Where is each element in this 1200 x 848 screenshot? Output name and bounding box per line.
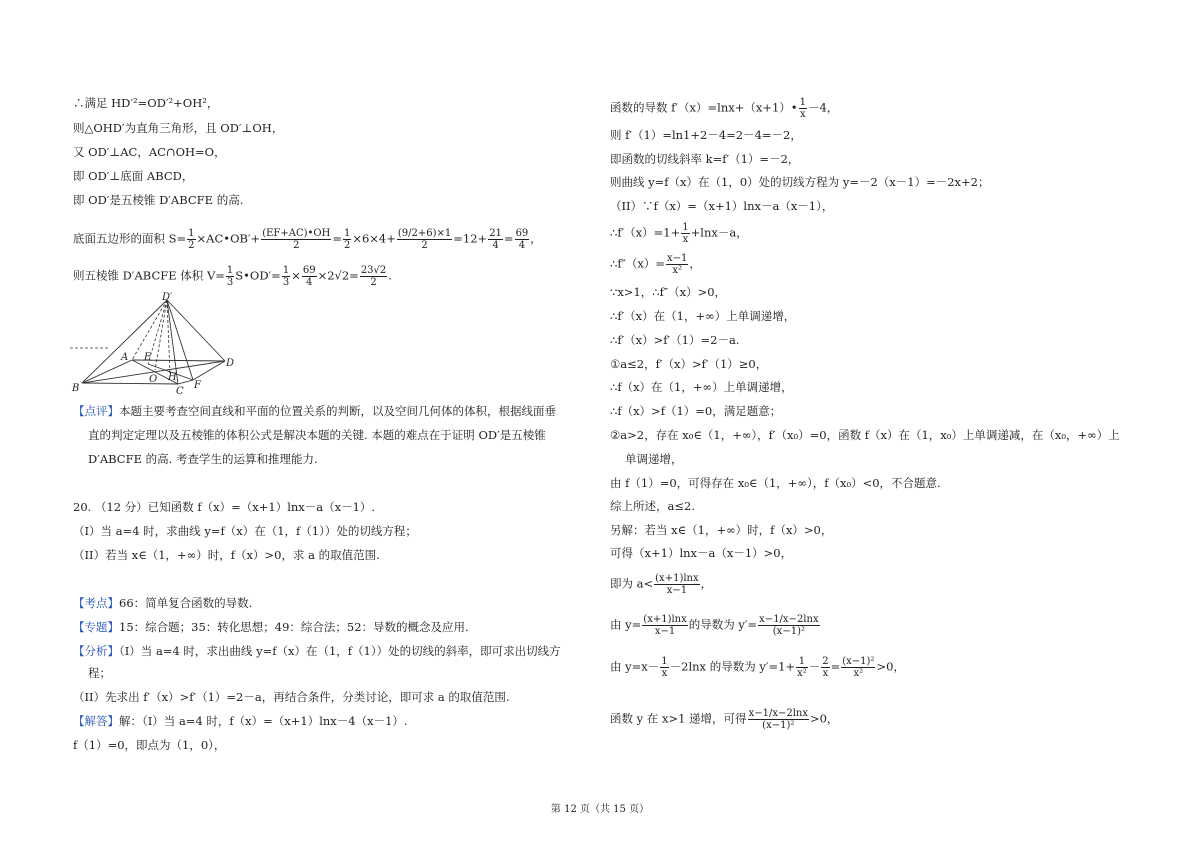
text-line: ②a>2，存在 x₀∈（1，+∞），f′（x₀）=0，函数 f（x）在（1，x₀）上单调递减，在（x₀，+∞）上 (610, 428, 1120, 442)
label-F: F (194, 380, 201, 391)
text-line: 由 y= $\frac{(x+1)\ln x}{x-1}$ 的导数为 y′= $\frac{x-1/x-2\ln x}{\text{(x−1)²}}$ (610, 614, 819, 637)
label-D-prime: D′ (162, 292, 173, 303)
page-footer: 第 12 页（共 15 页） (550, 804, 650, 815)
text-line: 可得（x+1）lnx－a（x－1）>0， (610, 546, 793, 560)
text-line: ∴f′（x）>f′（1）=2－a. (610, 333, 740, 347)
label-O: O (149, 374, 158, 385)
zhuanti-line: 【专题】15：综合题；35：转化思想；49：综合法；52：导数的概念及应用. (73, 620, 469, 634)
fenxi-line: 【分析】（I）当 a=4 时，求出曲线 y=f（x）在（1，f（1））处的切线的斜率，即可求出切线方 (73, 644, 561, 658)
text-line: ∴f″（x）= $\frac{x-1}{\text{x²}}$ ， (610, 253, 701, 276)
kaodian-line: 【考点】66：简单复合函数的导数. (73, 596, 253, 610)
text-line: 由 f（1）=0，可得存在 x₀∈（1，+∞），f（x₀）<0，不合题意. (610, 476, 941, 490)
text-line: ∵x>1，∴f″（x）>0， (610, 285, 727, 299)
text-line: 函数 y 在 x>1 递增，可得 $\frac{x-1/x-2\ln x}{\text{(x−1)²}}$ >0， (610, 708, 839, 731)
pyramid-figure (70, 290, 250, 395)
text-line: 函数的导数 f′（x）=lnx+（x+1）• $\frac{1}{x}$ －4， (610, 97, 839, 120)
text-line: （II）∵f（x）=（x+1）lnx－a（x－1）， (610, 199, 834, 213)
question-part-1: （I）当 a=4 时，求曲线 y=f（x）在（1，f（1））处的切线方程； (73, 524, 417, 538)
text-line: 又 OD′⊥AC，AC∩OH=O， (73, 145, 226, 159)
text-line: ∴f（x）>f（1）=0，满足题意； (610, 404, 782, 418)
text-line: 由 y=x－ $\frac{1}{x}$ －2lnx 的导数为 y′=1+ $\frac{1}{\text{x²}}$ － $\frac{2}{x}$ = $\frac{\text{(x−1)²}}{\text{x²}}$ >0， (610, 656, 905, 679)
text-line: 综上所述，a≤2. (610, 499, 695, 513)
text-line: 即函数的切线斜率 k=f′（1）=－2， (610, 152, 800, 166)
text-line: 则 f′（1）=ln1+2－4=2－4=－2， (610, 128, 802, 142)
jieda-line: f（1）=0，即点为（1，0）， (73, 738, 226, 752)
label-A: A (121, 352, 129, 363)
volume-formula: 则五棱锥 D′ABCFE 体积 V= $\frac{1}{3}$ S•OD′= $\frac{1}{3}$ × $\frac{69}{4}$ ×2√2= $\frac{23√2}{2}$ . (73, 265, 392, 288)
text-line: 单调递增， (625, 452, 683, 466)
question-20: 20. （12 分）已知函数 f（x）=（x+1）lnx－a（x－1）. (73, 500, 376, 514)
text-line: ①a≤2，f′（x）>f′（1）≥0， (610, 357, 768, 371)
text-line: ∴满足 HD′²=OD′²+OH²， (73, 96, 219, 110)
fenxi-line: 程； (88, 666, 111, 680)
text-line: 即 OD′是五棱锥 D′ABCFE 的高. (73, 193, 244, 207)
text-line: ∴f（x）在（1，+∞）上单调递增， (610, 380, 793, 394)
review-line: 直的判定定理以及五棱锥的体积公式是解决本题的关键. 本题的难点在于证明 OD′是五棱锥 (88, 428, 546, 442)
area-formula: 底面五边形的面积 S= $\frac{1}{2}$ ×AC•OB′+ $\frac{(EF+AC)•OH}{2}$ = $\frac{1}{2}$ ×6×4+ $\frac{(9/2+6)\times 1}{2}$ =12+ $\frac{21}{4}$ = $\frac{69}{4}$ ， (73, 228, 542, 251)
review-line: D′ABCFE 的高. 考查学生的运算和推理能力. (88, 452, 318, 466)
question-part-2: （II）若当 x∈（1，+∞）时，f（x）>0，求 a 的取值范围. (73, 548, 380, 562)
text-line: 即为 a< $\frac{(x+1)\ln x}{x-1}$ ， (610, 573, 713, 596)
label-D: D (226, 358, 235, 369)
text-line: 另解：若当 x∈（1，+∞）时，f（x）>0， (610, 523, 833, 537)
text-line: 则曲线 y=f（x）在（1，0）处的切线方程为 y=－2（x－1）=－2x+2； (610, 175, 990, 189)
text-line: 即 OD′⊥底面 ABCD， (73, 169, 194, 183)
fenxi-line: （II）先求出 f′（x）>f′（1）=2－a，再结合条件，分类讨论，即可求 a 的取值范围. (73, 690, 510, 704)
text-line: ∴f′（x）在（1，+∞）上单调递增， (610, 309, 796, 323)
review-line: 【点评】本题主要考查空间直线和平面的位置关系的判断，以及空间几何体的体积，根据线面垂 (73, 404, 556, 418)
jieda-line: 【解答】解：（I）当 a=4 时，f（x）=（x+1）lnx－4（x－1）. (73, 714, 408, 728)
label-B: B (72, 383, 80, 394)
label-H: H (168, 372, 177, 383)
label-E: E (144, 352, 152, 363)
text-line: 则△OHD′为直角三角形，且 OD′⊥OH， (73, 121, 284, 135)
text-line: ∴f′（x）=1+ $\frac{1}{x}$ +lnx－a， (610, 222, 748, 245)
label-C: C (176, 386, 184, 395)
